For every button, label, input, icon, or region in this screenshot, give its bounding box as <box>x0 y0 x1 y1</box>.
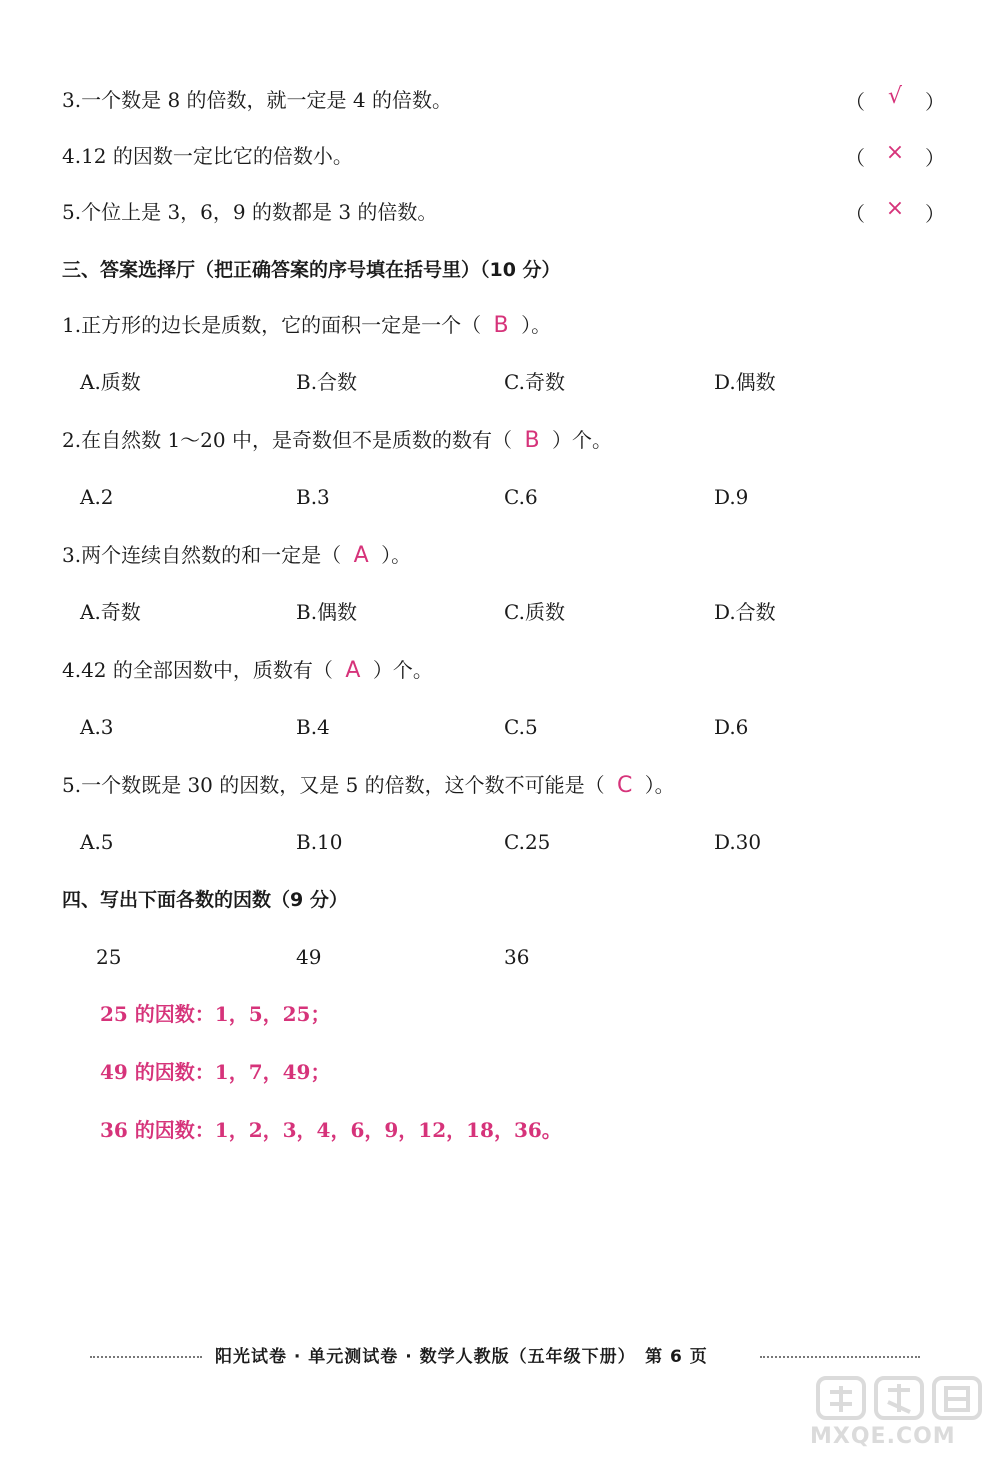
watermark-logo-icon <box>810 1372 990 1424</box>
watermark-text: MXQE.COM <box>810 1424 956 1449</box>
factor-number-49: 49 <box>296 945 322 969</box>
footer-divider-right <box>760 1356 920 1358</box>
choice-question-3: 3.两个连续自然数的和一定是（ A ）。 <box>62 543 412 568</box>
judge-item-5: 5.个位上是 3，6，9 的数都是 3 的倍数。 <box>62 200 438 224</box>
choice-question-5: 5.一个数既是 30 的因数，又是 5 的倍数，这个数不可能是（ C ）。 <box>62 773 675 798</box>
option-1-c: C.奇数 <box>504 370 565 394</box>
factor-answer-36: 36 的因数：1，2，3，4，6，9，12，18，36。 <box>100 1118 562 1142</box>
choice-question-4: 4.42 的全部因数中，质数有（ A ）个。 <box>62 658 433 683</box>
footer-text: 阳光试卷 · 单元测试卷 · 数学人教版（五年级下册） 第 6 页 <box>215 1347 708 1367</box>
watermark <box>810 1372 990 1452</box>
option-2-b: B.3 <box>296 485 330 509</box>
option-3-c: C.质数 <box>504 600 565 624</box>
option-3-d: D.合数 <box>714 600 776 624</box>
choice-answer-3: A <box>353 543 369 568</box>
judge-item-3: 3.一个数是 8 的倍数，就一定是 4 的倍数。 <box>62 88 452 112</box>
section4-title: 四、写出下面各数的因数（9 分） <box>62 889 348 911</box>
choice-answer-4: A <box>345 658 361 683</box>
option-5-c: C.25 <box>504 830 551 854</box>
option-1-b: B.合数 <box>296 370 358 394</box>
option-2-c: C.6 <box>504 485 538 509</box>
factor-answer-25: 25 的因数：1，5，25； <box>100 1002 331 1026</box>
cross-mark-icon: × <box>885 140 905 165</box>
choice-answer-1: B <box>493 313 509 338</box>
choice-question-1: 1.正方形的边长是质数，它的面积一定是一个（ B ）。 <box>62 313 552 338</box>
judge-answer-box-3: （ √ ） <box>845 84 945 114</box>
judge-answer-box-5: （ × ） <box>845 196 945 226</box>
footer-divider-left <box>90 1356 202 1358</box>
option-2-d: D.9 <box>714 485 749 509</box>
option-5-a: A.5 <box>80 830 114 854</box>
option-2-a: A.2 <box>80 485 114 509</box>
option-4-b: B.4 <box>296 715 330 739</box>
judge-item-4: 4.12 的因数一定比它的倍数小。 <box>62 144 353 168</box>
choice-answer-5: C <box>617 773 633 798</box>
factor-number-36: 36 <box>504 945 530 969</box>
judge-answer-box-4: （ × ） <box>845 140 945 170</box>
option-4-d: D.6 <box>714 715 749 739</box>
factor-number-25: 25 <box>96 945 122 969</box>
option-1-d: D.偶数 <box>714 370 776 394</box>
option-4-a: A.3 <box>80 715 114 739</box>
option-4-c: C.5 <box>504 715 538 739</box>
option-5-b: B.10 <box>296 830 343 854</box>
choice-answer-2: B <box>524 428 540 453</box>
cross-mark-icon: × <box>885 196 905 221</box>
page-footer <box>90 1342 920 1370</box>
option-3-b: B.偶数 <box>296 600 358 624</box>
factor-answer-49: 49 的因数：1，7，49； <box>100 1060 331 1084</box>
option-5-d: D.30 <box>714 830 762 854</box>
section3-title: 三、答案选择厅（把正确答案的序号填在括号里）（10 分） <box>62 259 561 281</box>
choice-question-2: 2.在自然数 1～20 中，是奇数但不是质数的数有（ B ）个。 <box>62 428 612 453</box>
option-3-a: A.奇数 <box>80 600 141 624</box>
check-mark-icon: √ <box>887 84 903 109</box>
option-1-a: A.质数 <box>80 370 141 394</box>
